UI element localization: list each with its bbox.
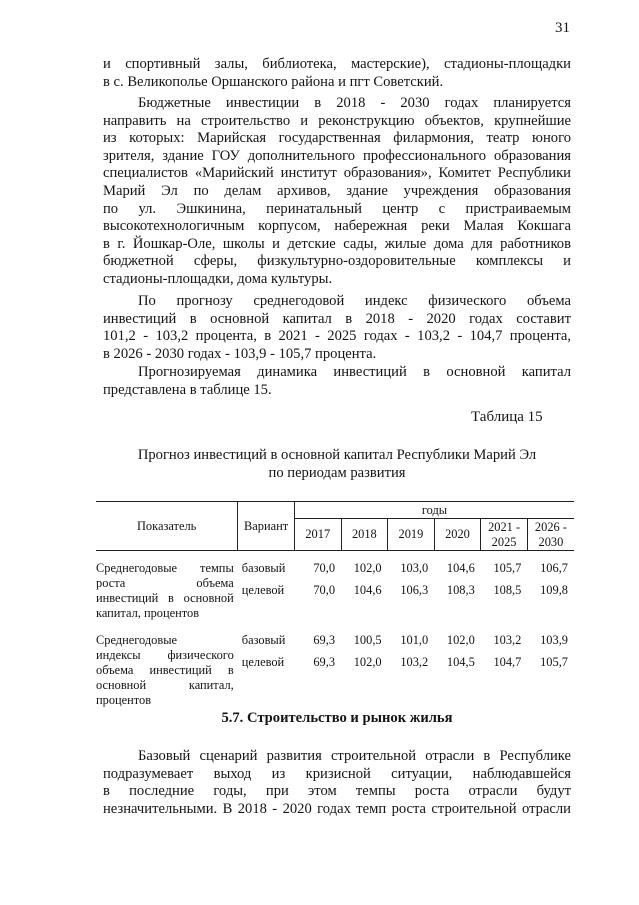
header-year: 2018: [341, 519, 388, 551]
table-title-line: по периодам развития: [268, 465, 406, 481]
table-title: [103, 446, 571, 482]
value: 101,0: [400, 633, 429, 647]
indicator-line: роста объема: [96, 576, 234, 590]
header-year: 2021 - 2025: [481, 519, 528, 551]
value-cell: [527, 621, 574, 708]
indicator-cell: [96, 621, 238, 708]
value-cell: [294, 551, 341, 622]
variant-label: целевой: [241, 655, 285, 669]
value: 104,6: [446, 561, 475, 575]
value-cell: [434, 551, 481, 622]
value: 103,0: [400, 561, 429, 575]
indicator-line: основной капитал,: [96, 678, 234, 692]
header-variant: Вариант: [238, 502, 295, 551]
header-year: 2019: [388, 519, 435, 551]
table-caption: Таблица 15: [471, 409, 543, 425]
value-cell: [388, 551, 435, 622]
value-cell: [294, 621, 341, 708]
table-row: [96, 621, 574, 708]
text-line: стадионы-площадки, дома культуры.: [103, 270, 333, 287]
paragraph-continuation: [103, 56, 571, 91]
value: 104,7: [493, 655, 522, 669]
header-years: годы: [294, 502, 574, 519]
text-line: в 2026 - 2030 годах - 103,9 - 105,7 процента.: [103, 345, 377, 362]
text-line: Базовый сценарий развития строительной отрасли в Республике: [138, 748, 571, 764]
table-row: [96, 551, 574, 622]
paragraph-construction: [103, 748, 571, 818]
value-cell: [481, 551, 528, 622]
value: 100,5: [353, 633, 382, 647]
header-year: 2020: [434, 519, 481, 551]
paragraph-table-reference: [103, 364, 571, 399]
text-line: Марий Эл по делам архивов, здание учреждения образования: [103, 182, 571, 199]
value: 103,2: [493, 633, 522, 647]
value: 69,3: [313, 655, 336, 669]
value: 105,7: [540, 655, 568, 669]
text-line: подразумевает выход из кризисной ситуации, наблюдавшейся: [103, 765, 571, 782]
header-year: 2026 - 2030: [527, 519, 574, 551]
value: 108,3: [446, 583, 475, 597]
indicator-cell: [96, 551, 238, 622]
forecast-table: [96, 501, 574, 708]
value: 104,5: [446, 655, 475, 669]
table-title-line: Прогноз инвестиций в основной капитал Республики Марий Эл: [137, 447, 537, 463]
value-cell: [341, 621, 388, 708]
text-line: незначительными. В 2018 - 2020 годах темп роста строительной отрасли: [103, 800, 571, 817]
text-line: специалистов «Марийский институт образования», Комитет Республики: [103, 165, 571, 182]
section-heading: 5.7. Строительство и рынок жилья: [221, 710, 453, 726]
text-line: высокотехнологичным корпусом, набережная реки Малая Кокшага: [103, 218, 571, 235]
indicator-line: объема инвестиций в: [96, 663, 234, 677]
value: 106,7: [540, 561, 568, 575]
paragraph-budget-investments: [103, 95, 571, 289]
value: 105,7: [493, 561, 522, 575]
text-line: и спортивный залы, библиотека, мастерские), стадионы-площадки: [103, 56, 571, 72]
indicator-line: индексы физического: [96, 648, 234, 662]
value: 109,8: [540, 583, 568, 597]
value: 70,0: [313, 583, 336, 597]
text-line: зрителя, здание ГОУ дополнительного профессионального образования: [103, 147, 571, 164]
value: 108,5: [493, 583, 522, 597]
text-line: в последние годы, при этом темпы роста отрасли будут: [103, 783, 571, 800]
value: 102,0: [353, 655, 382, 669]
text-line: Прогнозируемая динамика инвестиций в основной капитал: [138, 364, 571, 380]
text-line: бюджетной сферы, физкультурно-оздоровительные комплексы и: [103, 253, 571, 270]
text-line: из которых: Марийская государственная филармония, театр юного: [103, 130, 571, 147]
text-line: По прогнозу среднегодовой индекс физического объема: [138, 293, 571, 309]
text-line: Бюджетные инвестиции в 2018 - 2030 годах планируется: [138, 95, 571, 111]
value-cell: [388, 621, 435, 708]
text-line: представлена в таблице 15.: [103, 381, 272, 398]
text-line: по ул. Эшкинина, перинатальный центр с пристраиваемым: [103, 200, 571, 217]
indicator-line: инвестиций в основной: [96, 591, 234, 605]
value: 70,0: [313, 561, 336, 575]
text-line: 101,2 - 103,2 процента, в 2021 - 2025 годах - 103,2 - 104,7 процента,: [103, 328, 571, 345]
value-cell: [481, 621, 528, 708]
value: 69,3: [313, 633, 336, 647]
header-indicator: Показатель: [96, 502, 238, 551]
value: 102,0: [446, 633, 475, 647]
page-number: 31: [555, 20, 570, 36]
forecast-table-wrapper: [96, 501, 574, 708]
variant-label: базовый: [241, 633, 286, 647]
text-line: в с. Великополье Оршанского района и пгт Советский.: [103, 73, 444, 90]
indicator-line: процентов: [96, 693, 152, 707]
value: 106,3: [400, 583, 429, 597]
value-cell: [434, 621, 481, 708]
value: 104,6: [353, 583, 382, 597]
text-line: направить на строительство и реконструкцию объектов, крупнейшие: [103, 112, 571, 129]
variant-label: целевой: [241, 583, 285, 597]
variant-label: базовый: [241, 561, 286, 575]
indicator-line: капитал, процентов: [96, 606, 200, 620]
text-line: инвестиций в основной капитал в 2018 - 2020 годах составит: [103, 310, 571, 327]
indicator-line: Среднегодовые: [96, 633, 178, 647]
indicator-line: Среднегодовые темпы: [96, 561, 234, 575]
paragraph-forecast-index: [103, 293, 571, 363]
variant-cell: [238, 621, 295, 708]
value: 102,0: [353, 561, 382, 575]
text-line: в г. Йошкар-Оле, школы и детские сады, жилые дома для работников: [103, 235, 571, 252]
value: 103,2: [400, 655, 429, 669]
variant-cell: [238, 551, 295, 622]
value-cell: [341, 551, 388, 622]
value: 103,9: [540, 633, 568, 647]
header-year: 2017: [294, 519, 341, 551]
value-cell: [527, 551, 574, 622]
